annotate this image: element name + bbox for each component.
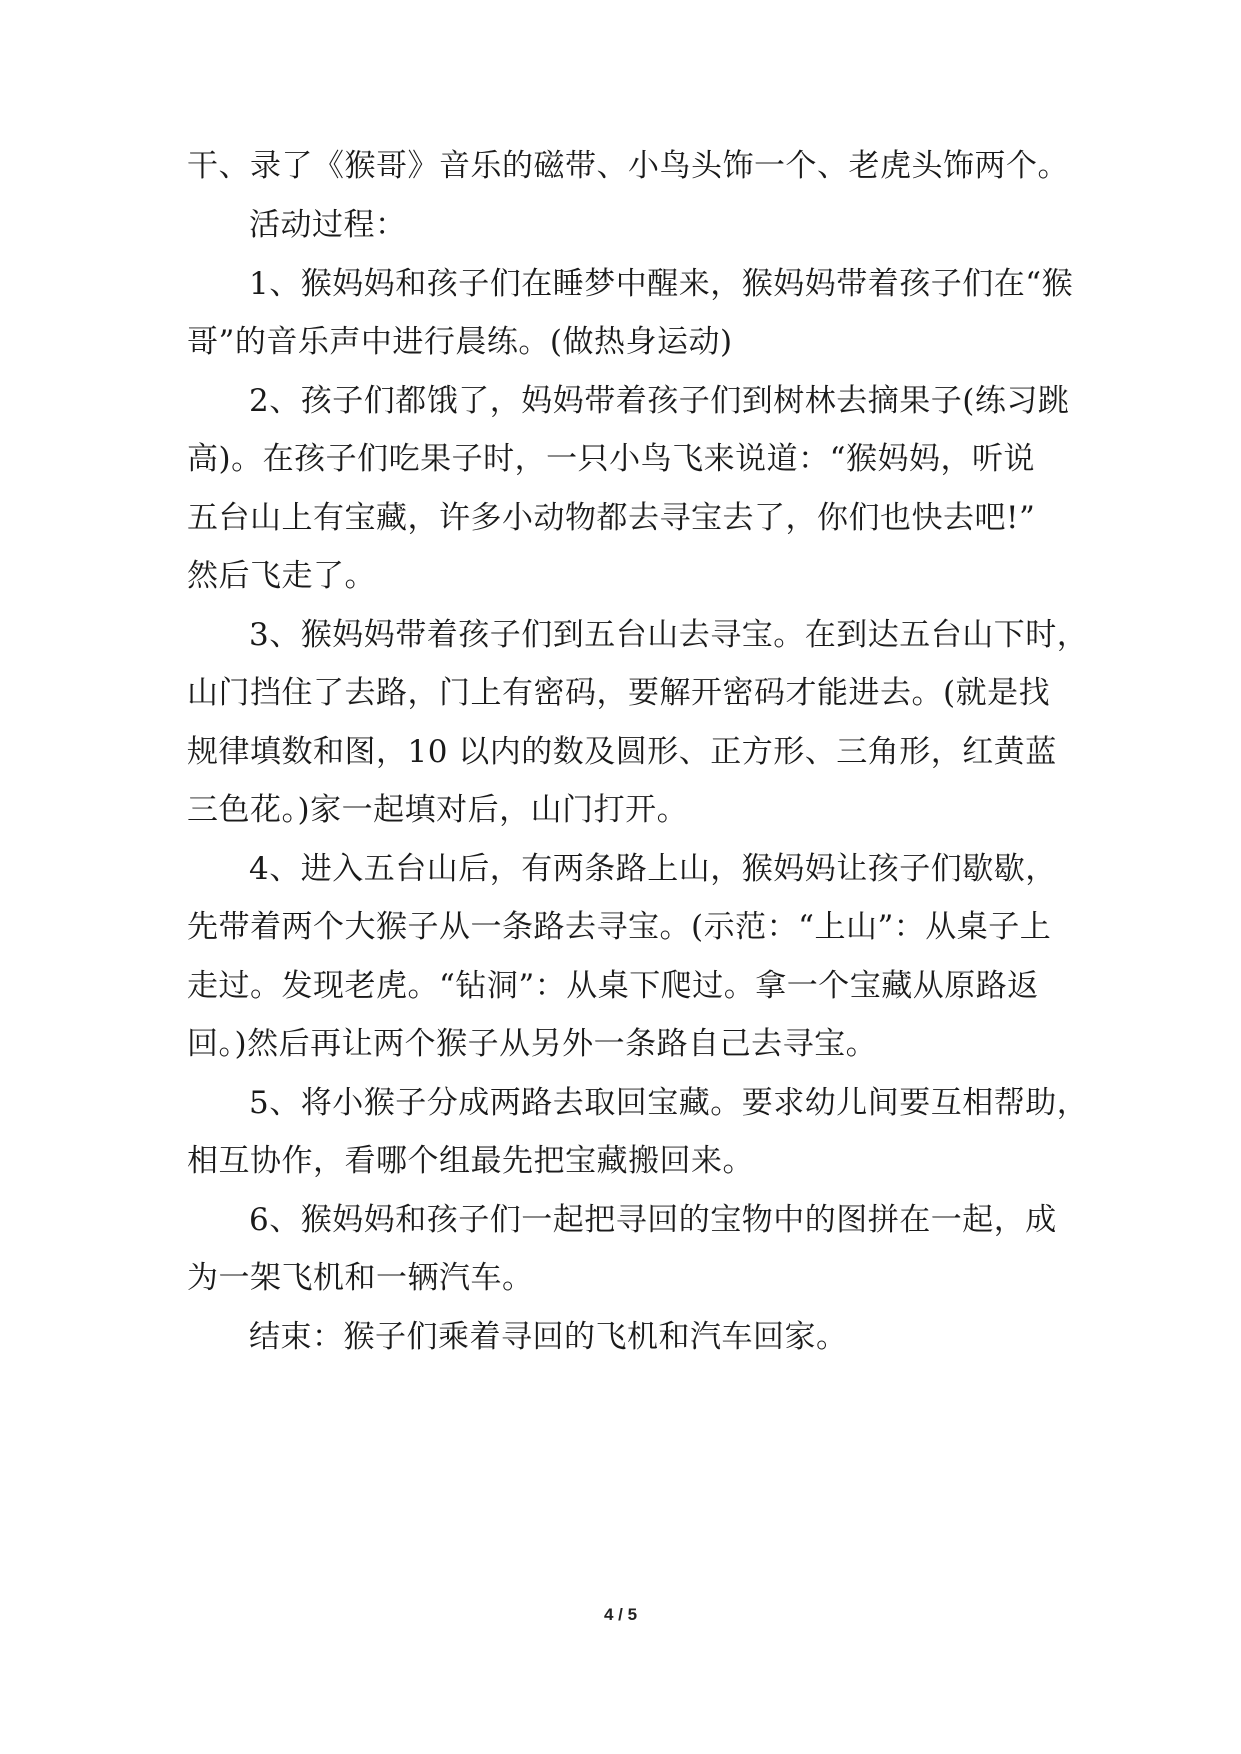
text-line: 活动过程：: [249, 207, 407, 243]
text-line: 2、孩子们都饿了，妈妈带着孩子们到树林去摘果子(练习跳: [249, 383, 1070, 419]
text-line: 5、将小猴子分成两路去取回宝藏。要求幼儿间要互相帮助，: [249, 1085, 1089, 1121]
text-line: 3、猴妈妈带着孩子们到五台山去寻宝。在到达五台山下时，: [249, 617, 1089, 653]
text-line: 1、猴妈妈和孩子们在睡梦中醒来，猴妈妈带着孩子们在“猴: [249, 266, 1074, 302]
text-line: 6、猴妈妈和孩子们一起把寻回的宝物中的图拼在一起，成: [249, 1202, 1057, 1238]
text-line: 为一架飞机和一辆汽车。: [187, 1260, 534, 1296]
text-line: 然后飞走了。: [187, 558, 376, 594]
text-line: 4、进入五台山后，有两条路上山，猴妈妈让孩子们歇歇，: [249, 851, 1057, 887]
text-line: 回。)然后再让两个猴子从另外一条路自己去寻宝。: [187, 1026, 878, 1062]
text-line: 规律填数和图，10 以内的数及圆形、正方形、三角形，红黄蓝: [187, 734, 1057, 770]
text-line: 干、录了《猴哥》音乐的磁带、小鸟头饰一个、老虎头饰两个。: [187, 148, 1069, 184]
text-line: 相互协作，看哪个组最先把宝藏搬回来。: [187, 1143, 754, 1179]
text-line: 五台山上有宝藏，许多小动物都去寻宝去了，你们也快去吧!”: [187, 500, 1036, 536]
text-line: 结束：猴子们乘着寻回的飞机和汽车回家。: [249, 1319, 848, 1355]
text-line: 三色花。)家一起填对后，山门打开。: [187, 792, 689, 828]
text-line: 山门挡住了去路，门上有密码，要解开密码才能进去。(就是找: [187, 675, 1051, 711]
text-line: 高)。在孩子们吃果子时，一只小鸟飞来说道：“猴妈妈，听说: [187, 441, 1035, 477]
text-line: 先带着两个大猴子从一条路去寻宝。(示范：“上山”：从桌子上: [187, 909, 1052, 945]
page-number: 4 / 5: [603, 1605, 638, 1624]
text-line: 哥”的音乐声中进行晨练。(做热身运动): [187, 324, 733, 360]
text-line: 走过。发现老虎。“钻洞”：从桌下爬过。拿一个宝藏从原路返: [187, 968, 1039, 1004]
